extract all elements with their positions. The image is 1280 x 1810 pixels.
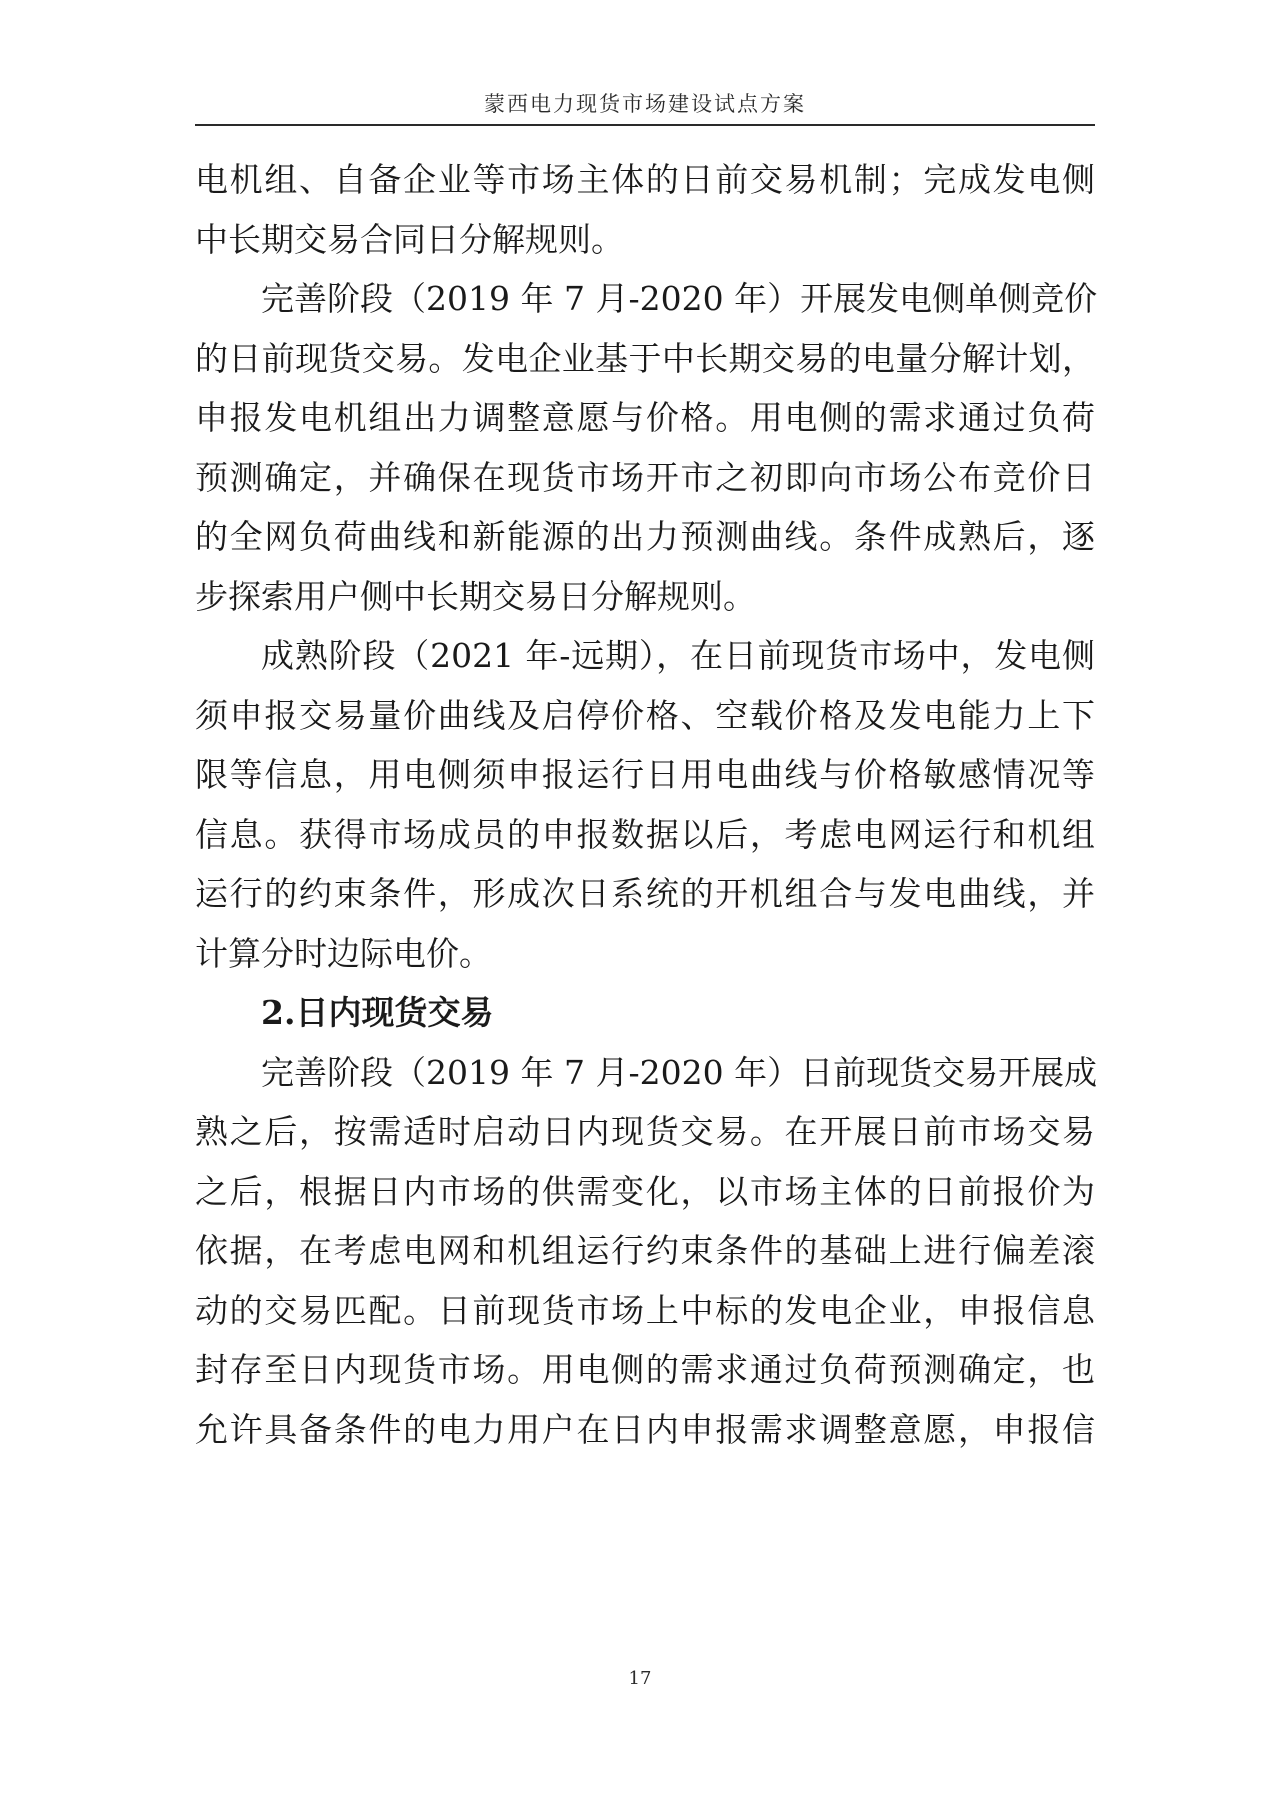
page-number: 17 bbox=[628, 1668, 652, 1689]
section-heading: 2.日内现货交易 bbox=[261, 993, 494, 1032]
paragraph-line: 的全网负荷曲线和新能源的出力预测曲线。条件成熟后，逐 bbox=[195, 517, 1095, 556]
paragraph-line: 步探索用户侧中长期交易日分解规则。 bbox=[195, 576, 756, 616]
paragraph-line: 预测确定，并确保在现货市场开市之初即向市场公布竞价日 bbox=[195, 457, 1095, 497]
paragraph-line: 运行的约束条件，形成次日系统的开机组合与发电曲线，并 bbox=[195, 874, 1095, 913]
paragraph-line: 信息。获得市场成员的申报数据以后，考虑电网运行和机组 bbox=[195, 814, 1095, 854]
paragraph-line: 中长期交易合同日分解规则。 bbox=[195, 219, 624, 259]
body-text bbox=[195, 150, 1098, 1459]
paragraph-line: 限等信息，用电侧须申报运行日用电曲线与价格敏感情况等 bbox=[195, 755, 1095, 794]
paragraph-line: 完善阶段（2019 年 7 月-2020 年）日前现货交易开展成 bbox=[261, 1052, 1098, 1092]
running-header: 蒙西电力现货市场建设试点方案 bbox=[484, 92, 806, 116]
paragraph-line: 成熟阶段（2021 年-远期），在日前现货市场中，发电侧 bbox=[261, 636, 1095, 675]
paragraph-line: 动的交易匹配。日前现货市场上中标的发电企业，申报信息 bbox=[195, 1290, 1095, 1330]
header-divider bbox=[195, 124, 1095, 126]
paragraph-line: 熟之后，按需适时启动日内现货交易。在开展日前市场交易 bbox=[195, 1112, 1095, 1151]
paragraph-line: 之后，根据日内市场的供需变化，以市场主体的日前报价为 bbox=[195, 1171, 1095, 1211]
paragraph-line: 电机组、自备企业等市场主体的日前交易机制；完成发电侧 bbox=[195, 160, 1095, 199]
paragraph-line: 完善阶段（2019 年 7 月-2020 年）开展发电侧单侧竞价 bbox=[261, 279, 1098, 318]
paragraph-line: 的日前现货交易。发电企业基于中长期交易的电量分解计划， bbox=[195, 338, 1095, 378]
paragraph-line: 计算分时边际电价。 bbox=[195, 933, 492, 973]
paragraph-line: 允许具备条件的电力用户在日内申报需求调整意愿，申报信 bbox=[195, 1409, 1095, 1449]
paragraph-line: 依据，在考虑电网和机组运行约束条件的基础上进行偏差滚 bbox=[195, 1231, 1095, 1270]
paragraph-line: 申报发电机组出力调整意愿与价格。用电侧的需求通过负荷 bbox=[195, 398, 1095, 437]
paragraph-line: 封存至日内现货市场。用电侧的需求通过负荷预测确定，也 bbox=[195, 1350, 1095, 1389]
paragraph-line: 须申报交易量价曲线及启停价格、空载价格及发电能力上下 bbox=[195, 695, 1095, 735]
